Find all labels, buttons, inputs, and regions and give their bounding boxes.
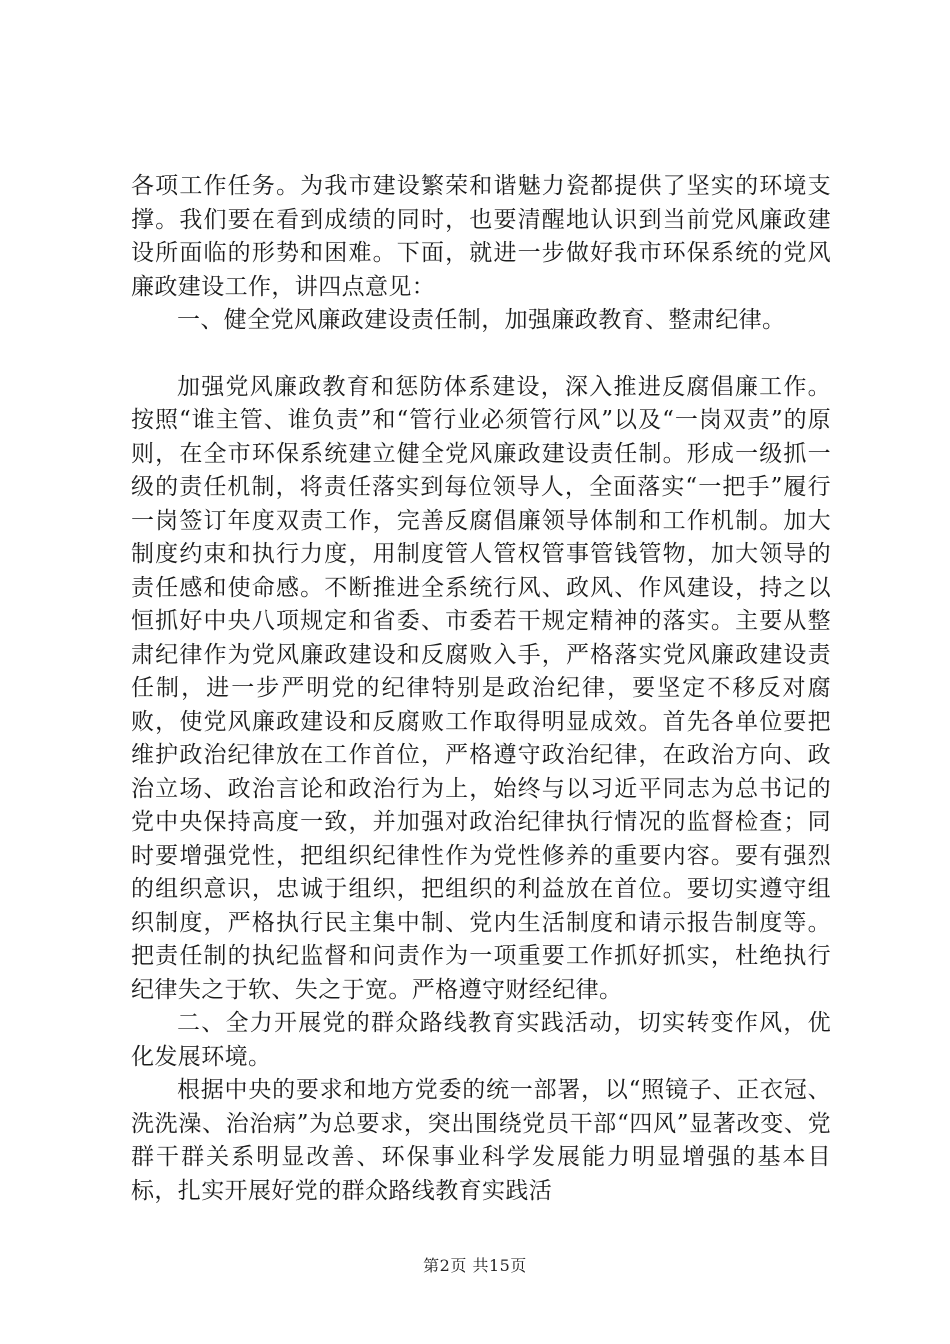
document-body (131, 170, 831, 1208)
paragraph-continuation: 各项工作任务。为我市建设繁荣和谐魅力瓷都提供了坚实的环境支撑。我们要在看到成绩的同时，也要清醒地认识到当前党风廉政建设所面临的形势和困难。下面，就进一步做好我市环保系统的党风廉政建设工作，讲四点意见： (131, 173, 831, 300)
paragraph-gap (131, 338, 831, 371)
paragraph-section-two-body: 根据中央的要求和地方党委的统一部署，以“照镜子、正衣冠、洗洗澡、治治病”为总要求，突出围绕党员干部“四风”显著改变、党群干群关系明显改善、环保事业科学发展能力明显增强的基本目标，扎实开展好党的群众路线教育实践活 (131, 1077, 831, 1204)
paragraph-section-one-body: 加强党风廉政教育和惩防体系建设，深入推进反腐倡廉工作。按照“谁主管、谁负责”和“管行业必须管行风”以及“一岗双责”的原则，在全市环保系统建立健全党风廉政建设责任制。形成一级抓一级的责任机制，将责任落实到每位领导人，全面落实“一把手”履行一岗签订年度双责工作，完善反腐倡廉领导体制和工作机制。加大制度约束和执行力度，用制度管人管权管事管钱管物，加大领导的责任感和使命感。不断推进全系统行风、政风、作风建设，持之以恒抓好中央八项规定和省委、市委若干规定精神的落实。主要从整肃纪律作为党风廉政建设和反腐败入手，严格落实党风廉政建设责任制，进一步严明党的纪律特别是政治纪律，要坚定不移反对腐败，使党风廉政建设和反腐败工作取得明显成效。首先各单位要把维护政治纪律放在工作首位，严格遵守政治纪律，在政治方向、政治立场、政治言论和政治行为上，始终与以习近平同志为总书记的党中央保持高度一致，并加强对政治纪律执行情况的监督检查；同时要增强党性，把组织纪律性作为党性修养的重要内容。要有强烈的组织意识，忠诚于组织，把组织的利益放在首位。要切实遵守组织制度，严格执行民主集中制、党内生活制度和请示报告制度等。把责任制的执纪监督和问责作为一项重要工作抓好抓实，杜绝执行纪律失之于软、失之于宽。严格遵守财经纪律。 (131, 373, 831, 1003)
page-footer: 第2页 共15页 (423, 1256, 527, 1275)
section-heading-two: 二、全力开展党的群众路线教育实践活动，切实转变作风，优化发展环境。 (131, 1010, 831, 1070)
section-heading-one: 一、健全党风廉政建设责任制，加强廉政教育、整肃纪律。 (177, 307, 786, 333)
